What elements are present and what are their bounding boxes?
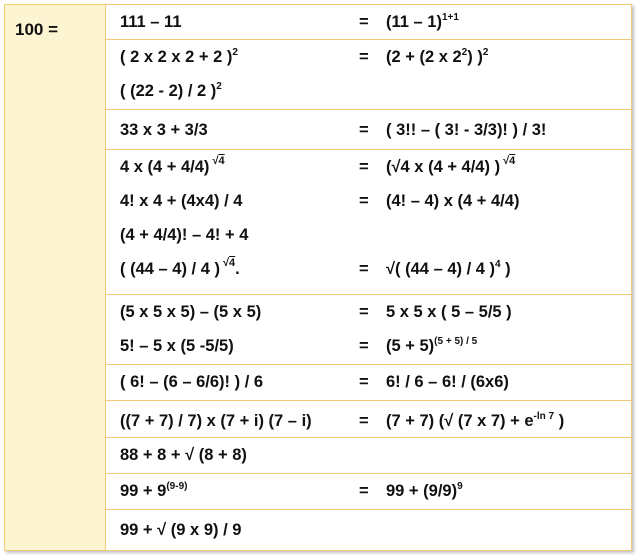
equation-line xyxy=(106,404,631,438)
expression-text: 99 + √ (9 x 9) / 9 xyxy=(120,521,242,539)
equation-line xyxy=(106,184,631,218)
equals-sign: = xyxy=(359,260,369,278)
equation-line xyxy=(106,74,631,108)
expression-tail: . xyxy=(235,260,240,278)
right-expression xyxy=(386,474,463,508)
equation-table xyxy=(4,4,632,551)
expression-text: 33 x 3 + 3/3 xyxy=(120,121,208,139)
equation-line xyxy=(106,365,631,399)
exponent: -ln 7 xyxy=(533,411,555,422)
expression-text: ( 3!! – ( 3! - 3/3)! ) / 3! xyxy=(386,121,547,139)
expression-tail: ) ) xyxy=(467,48,483,66)
right-expression xyxy=(386,5,459,39)
expression-text: (11 – 1) xyxy=(386,13,442,31)
table-label: 100 = xyxy=(15,20,59,39)
equals-sign: = xyxy=(359,48,369,66)
row-group xyxy=(106,401,631,438)
equation-line xyxy=(106,218,631,252)
expression-text: (7 + 7) (√ (7 x 7) + e xyxy=(386,412,534,430)
expression-text: 88 + 8 + √ (8 + 8) xyxy=(120,446,247,464)
exponent: 2 xyxy=(461,47,468,58)
equation-line xyxy=(106,329,631,363)
expression-text: (√4 x (4 + 4/4) ) xyxy=(386,158,501,176)
row-group xyxy=(106,365,631,401)
expression-text: ( 2 x 2 x 2 + 2 ) xyxy=(120,48,233,66)
equals-sign: = xyxy=(359,337,369,355)
root-exponent: √4 xyxy=(219,257,236,269)
left-expression xyxy=(120,404,312,438)
root-radicand: 4 xyxy=(229,257,236,269)
expression-text: ( (22 - 2) / 2 ) xyxy=(120,82,217,100)
right-expression xyxy=(386,184,519,218)
right-expression xyxy=(386,113,546,147)
left-expression xyxy=(120,513,241,547)
row-group xyxy=(106,295,631,365)
expression-text: 5 x 5 x ( 5 – 5/5 ) xyxy=(386,303,512,321)
exponent: 2 xyxy=(216,81,222,92)
left-expression xyxy=(120,438,247,472)
left-expression xyxy=(120,74,222,108)
expression-text: ( 6! – (6 – 6/6)! ) / 6 xyxy=(120,373,264,391)
root-exponent: √4 xyxy=(209,155,225,167)
right-expression xyxy=(386,252,511,286)
exponent: (5 + 5) / 5 xyxy=(434,336,478,347)
expression-text: 4 x (4 + 4/4) xyxy=(120,158,210,176)
equation-line xyxy=(106,113,631,147)
left-expression xyxy=(120,295,261,329)
row-group xyxy=(106,150,631,295)
row-group xyxy=(106,5,631,40)
left-expression xyxy=(120,474,187,508)
left-expression xyxy=(120,113,208,147)
root-exponent: √4 xyxy=(500,155,516,167)
right-expression xyxy=(386,150,515,184)
equals-sign: = xyxy=(359,373,369,391)
expression-text: ((7 + 7) / 7) x (7 + i) (7 – i) xyxy=(120,412,312,430)
right-expression xyxy=(386,40,488,74)
exponent: 9 xyxy=(457,481,463,492)
expression-text: ( (44 – 4) / 4 ) xyxy=(120,260,220,278)
left-expression xyxy=(120,184,242,218)
left-expression xyxy=(120,218,248,252)
expression-text: 5! – 5 x (5 -5/5) xyxy=(120,337,234,355)
expression-text: 99 + (9/9) xyxy=(386,482,458,500)
expression-text: (5 + 5) xyxy=(386,337,435,355)
equation-line xyxy=(106,295,631,329)
label-cell xyxy=(5,5,106,550)
right-expression xyxy=(386,295,512,329)
equation-line xyxy=(106,40,631,74)
expression-text: (4 + 4/4)! – 4! + 4 xyxy=(120,226,249,244)
root-radicand: 4 xyxy=(509,155,516,167)
right-expression xyxy=(386,365,509,399)
expression-tail: ) xyxy=(500,260,511,278)
equation-line xyxy=(106,252,631,286)
left-expression xyxy=(120,5,182,39)
right-expression xyxy=(386,329,477,363)
expression-text: 4! x 4 + (4x4) / 4 xyxy=(120,192,243,210)
equation-line xyxy=(106,150,631,184)
expression-text: (5 x 5 x 5) – (5 x 5) xyxy=(120,303,262,321)
left-expression xyxy=(120,329,234,363)
row-group xyxy=(106,438,631,474)
equals-sign: = xyxy=(359,158,369,176)
root-radicand: 4 xyxy=(218,155,225,167)
expression-text: (2 + (2 x 2 xyxy=(386,48,462,66)
exponent: 2 xyxy=(482,47,489,58)
equals-sign: = xyxy=(359,121,369,139)
equals-sign: = xyxy=(359,412,369,430)
row-group xyxy=(106,474,631,510)
equals-sign: = xyxy=(359,482,369,500)
exponent: (9-9) xyxy=(166,481,188,492)
expression-text: 99 + 9 xyxy=(120,482,167,500)
row-group xyxy=(106,40,631,110)
exponent: 4 xyxy=(495,259,501,270)
equals-sign: = xyxy=(359,303,369,321)
exponent: 2 xyxy=(232,47,238,58)
equation-line xyxy=(106,5,631,39)
left-expression xyxy=(120,40,238,74)
row-group xyxy=(106,110,631,150)
left-expression xyxy=(120,365,263,399)
row-group xyxy=(106,510,631,550)
expression-tail: ) xyxy=(554,412,565,430)
right-expression xyxy=(386,404,564,438)
expression-text: 111 – 11 xyxy=(120,13,182,31)
equals-sign: = xyxy=(359,192,369,210)
equation-line xyxy=(106,438,631,472)
exponent: 1+1 xyxy=(441,12,459,23)
left-expression xyxy=(120,252,240,286)
expression-text: (4! – 4) x (4 + 4/4) xyxy=(386,192,520,210)
equation-line xyxy=(106,474,631,508)
left-expression xyxy=(120,150,225,184)
equals-sign: = xyxy=(359,13,369,31)
equation-line xyxy=(106,513,631,547)
expression-text: 6! / 6 – 6! / (6x6) xyxy=(386,373,509,391)
expression-text: √( (44 – 4) / 4 ) xyxy=(386,260,496,278)
